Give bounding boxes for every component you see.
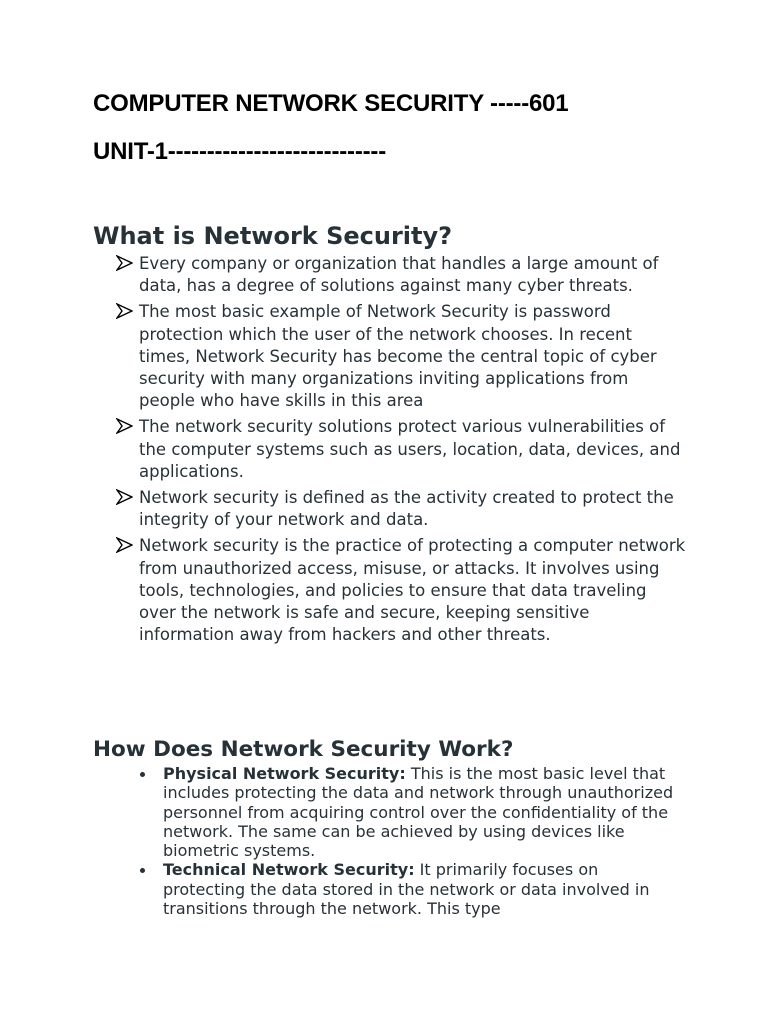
round-bullet-icon: [140, 772, 145, 777]
list-item-text: The most basic example of Network Security is password protection which the user of the network chooses. In recent times, Network Security has become the central topic of cyber security with many organizations inviting applications from people who have skills in this area: [139, 302, 657, 411]
section-heading-how-does-network-security-work: How Does Network Security Work?: [93, 737, 514, 762]
arrowhead-bullet-icon: [116, 303, 133, 319]
network-security-types-list: [137, 764, 677, 918]
arrowhead-bullet-icon: [116, 489, 133, 505]
list-item-text: This is the most basic level that includes protecting the data and network through unauthorized personnel from acquiring control over the confidentiality of the network. The same can be achieved by using devices like biometric systems.: [163, 764, 674, 861]
list-item-term: Physical Network Security:: [163, 764, 406, 783]
list-item: [116, 416, 686, 483]
section-heading-what-is-network-security: What is Network Security?: [93, 222, 453, 250]
list-item: [116, 253, 686, 297]
round-bullet-icon: [140, 868, 145, 873]
list-item-text: Network security is defined as the activity created to protect the integrity of your network and data.: [139, 488, 674, 530]
list-item-text: Every company or organization that handles a large amount of data, has a degree of solutions against many cyber threats.: [139, 254, 659, 296]
list-item-text: Network security is the practice of protecting a computer network from unauthorized access, misuse, or attacks. It involves using tools, technologies, and policies to ensure that data traveling over the network is safe and secure, keeping sensitive information away from hackers and other threats.: [139, 536, 686, 645]
arrowhead-bullet-icon: [116, 418, 133, 434]
list-item: [116, 487, 686, 531]
arrowhead-bullet-icon: [116, 255, 133, 271]
list-item: [137, 860, 677, 918]
document-title: COMPUTER NETWORK SECURITY -----601: [93, 90, 569, 117]
network-security-definition-list: [116, 253, 686, 650]
list-item: [116, 535, 686, 646]
unit-title: UNIT-1----------------------------: [93, 138, 386, 165]
arrowhead-bullet-icon: [116, 537, 133, 553]
list-item: [116, 301, 686, 412]
list-item-term: Technical Network Security:: [163, 860, 415, 880]
list-item-text: It primarily focuses on protecting the data stored in the network or data involved in transitions through the network. This type: [163, 860, 650, 919]
list-item: [137, 764, 677, 860]
list-item-text: The network security solutions protect various vulnerabilities of the computer systems such as users, location, data, devices, and applications.: [139, 417, 681, 481]
